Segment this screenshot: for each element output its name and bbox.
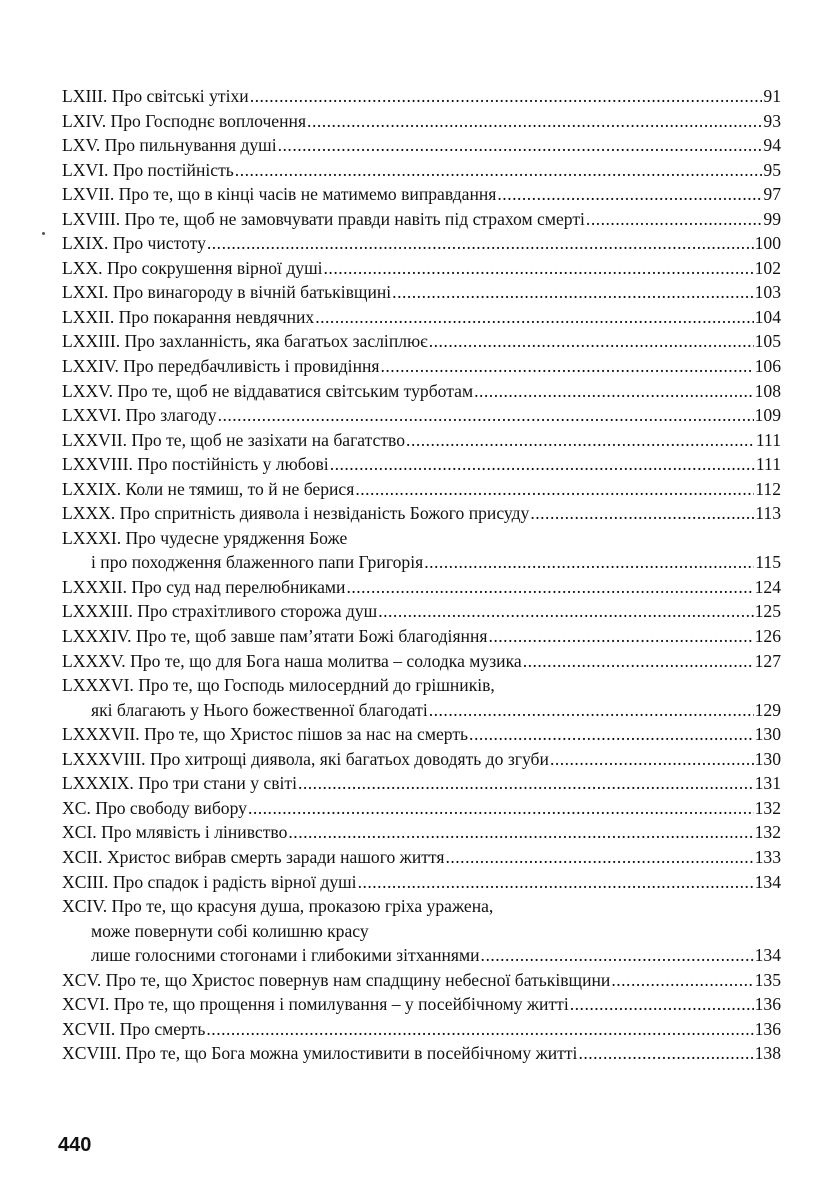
toc-entry-title: LXXXIX. Про три стани у світі <box>62 773 297 794</box>
toc-entry-title: LXXXV. Про те, що для Бога наша молитва – солодка музика <box>62 650 522 671</box>
dot-leader <box>570 992 754 1017</box>
toc-entry-line <box>62 354 781 379</box>
toc-entry-title: XCI. Про млявість і лінивство <box>62 822 288 843</box>
toc-entry-page: 126 <box>754 626 781 647</box>
toc-entry-page: 129 <box>754 699 781 720</box>
toc-entry <box>62 747 781 772</box>
toc-entry-title: може повернути собі колишню красу <box>91 920 369 941</box>
toc-entry-line <box>62 796 781 821</box>
toc-entry <box>62 992 781 1017</box>
toc-entry-page: 93 <box>763 110 781 131</box>
toc-entry-page: 130 <box>754 748 781 769</box>
toc-entry-title: XCVII. Про смерть <box>62 1018 206 1039</box>
toc-entry <box>62 477 781 502</box>
toc-entry <box>62 207 781 232</box>
toc-entry-title: LXXXIV. Про те, щоб завше пам’ятати Божі благодіяння <box>62 626 488 647</box>
toc-entry-title: які благають у Нього божественної благодаті <box>91 699 428 720</box>
toc-entry-title: LXXXVIII. Про хитрощі диявола, які багатьох доводять до згуби <box>62 748 549 769</box>
toc-entry-line <box>62 477 781 502</box>
toc-entry-title: і про походження блаженного папи Григорія <box>91 552 424 573</box>
toc-entry-page: 103 <box>754 282 781 303</box>
toc-entry-line <box>62 280 781 305</box>
toc-entry-page: 94 <box>763 135 781 156</box>
dot-leader <box>429 329 754 354</box>
toc-entry <box>62 820 781 845</box>
toc-entry <box>62 1017 781 1042</box>
toc-entry-title: LXXX. Про спритність диявола і незвіданість Божого присуду <box>62 503 530 524</box>
toc-entry-continuation <box>62 550 781 575</box>
toc-entry <box>62 575 781 600</box>
toc-entry-line <box>62 379 781 404</box>
toc-entry-line <box>62 501 781 526</box>
toc-entry <box>62 403 781 428</box>
dot-leader <box>235 158 763 183</box>
toc-entry-page: 113 <box>755 503 781 524</box>
toc-entry <box>62 109 781 134</box>
toc-entry-page: 127 <box>754 650 781 671</box>
toc-entry-page: 105 <box>754 331 781 352</box>
toc-entry-title: XCIII. Про спадок і радість вірної душі <box>62 871 357 892</box>
toc-entry-page: 115 <box>755 552 781 573</box>
toc-entry-line <box>62 305 781 330</box>
toc-entry-line <box>62 649 781 674</box>
toc-entry <box>62 231 781 256</box>
toc-entry-page: 130 <box>754 724 781 745</box>
dot-leader <box>250 84 763 109</box>
toc-entry <box>62 845 781 870</box>
toc-entry-page: 131 <box>754 773 781 794</box>
toc-entry <box>62 1041 781 1066</box>
toc-entry-line <box>62 231 781 256</box>
dot-leader <box>424 550 754 575</box>
toc-entry-title: LXXVI. Про злагоду <box>62 405 217 426</box>
toc-entry-line <box>62 599 781 624</box>
dot-leader <box>248 796 754 821</box>
toc-entry-title: LXXXVII. Про те, що Христос пішов за нас на смерть <box>62 724 469 745</box>
toc-entry-title: LXXXIII. Про страхітливого сторожа душ <box>62 601 378 622</box>
toc-entry-title: LXXII. Про покарання невдячних <box>62 306 315 327</box>
dot-leader <box>497 182 762 207</box>
toc-entry-line <box>62 1017 781 1042</box>
dot-leader <box>324 256 754 281</box>
toc-entry-line <box>62 329 781 354</box>
toc-entry-title: LXXXI. Про чудесне урядження Боже <box>62 527 348 548</box>
toc-entry-page: 132 <box>754 797 781 818</box>
toc-entry-page: 111 <box>755 454 781 475</box>
toc-entry <box>62 673 781 722</box>
dot-leader <box>381 354 754 379</box>
dot-leader <box>315 305 753 330</box>
toc-entry-page: 125 <box>754 601 781 622</box>
toc-entry-page: 97 <box>763 184 781 205</box>
toc-entry-line <box>62 771 781 796</box>
toc-entry <box>62 428 781 453</box>
dot-leader <box>611 968 753 993</box>
toc-entry <box>62 526 781 575</box>
toc-entry-title: LXX. Про сокрушення вірної душі <box>62 257 323 278</box>
toc-entry <box>62 796 781 821</box>
toc-entry-page: 133 <box>754 846 781 867</box>
scan-speck <box>42 232 45 235</box>
dot-leader <box>550 747 754 772</box>
toc-entry-continuation <box>62 919 781 944</box>
toc-entry-line <box>62 526 781 551</box>
toc-entry <box>62 771 781 796</box>
toc-entry-title: лише голосними стогонами і глибокими зітханнями <box>91 945 480 966</box>
dot-leader <box>488 624 753 649</box>
toc-entry-line <box>62 84 781 109</box>
toc-entry-line <box>62 894 781 919</box>
toc-entry-page: 102 <box>754 257 781 278</box>
toc-entry-page: 134 <box>754 945 781 966</box>
toc-entry-line <box>62 673 781 698</box>
dot-leader <box>218 403 754 428</box>
toc-entry <box>62 722 781 747</box>
toc-entry-page: 136 <box>754 1018 781 1039</box>
dot-leader <box>406 428 755 453</box>
dot-leader <box>429 698 754 723</box>
dot-leader <box>469 722 754 747</box>
toc-entry-title: XCVI. Про те, що прощення і помилування – у посейбічному житті <box>62 994 569 1015</box>
toc-entry-page: 104 <box>754 306 781 327</box>
toc-entry-page: 99 <box>763 208 781 229</box>
dot-leader <box>355 477 754 502</box>
toc-entry-line <box>62 1041 781 1066</box>
toc-entry-line <box>62 575 781 600</box>
toc-entry-continuation <box>62 943 781 968</box>
toc-entry-title: LXV. Про пильнування душі <box>62 135 277 156</box>
dot-leader <box>481 943 754 968</box>
toc-entry-line <box>62 452 781 477</box>
toc-entry-line <box>62 158 781 183</box>
toc-entry-page: 95 <box>763 159 781 180</box>
toc-entry <box>62 133 781 158</box>
dot-leader <box>278 133 763 158</box>
toc-entry-page: 112 <box>755 478 781 499</box>
toc-entry <box>62 452 781 477</box>
toc-entry-line <box>62 403 781 428</box>
toc-entry <box>62 599 781 624</box>
table-of-contents <box>62 84 781 1066</box>
page-number: 440 <box>58 1134 92 1156</box>
toc-entry-title: LXXXVI. Про те, що Господь милосердний до грішників, <box>62 675 495 696</box>
toc-entry-title: LXIV. Про Господнє воплочення <box>62 110 307 131</box>
toc-entry-page: 106 <box>754 356 781 377</box>
toc-entry-line <box>62 256 781 281</box>
dot-leader <box>206 1017 753 1042</box>
dot-leader <box>578 1041 753 1066</box>
toc-entry-title: LXXV. Про те, щоб не віддаватися світським турботам <box>62 380 474 401</box>
toc-entry-title: LXXIV. Про передбачливість і провидіння <box>62 356 380 377</box>
toc-entry <box>62 649 781 674</box>
toc-entry <box>62 624 781 649</box>
toc-entry-page: 138 <box>754 1043 781 1064</box>
toc-entry-page: 111 <box>755 429 781 450</box>
toc-entry-title: LXIX. Про чистоту <box>62 233 206 254</box>
toc-entry-line <box>62 722 781 747</box>
toc-entry-line <box>62 109 781 134</box>
toc-entry <box>62 501 781 526</box>
toc-entry-continuation <box>62 698 781 723</box>
toc-entry-title: LXVII. Про те, що в кінці часів не матимемо виправдання <box>62 184 497 205</box>
toc-entry-title: XC. Про свободу вибору <box>62 797 247 818</box>
toc-entry-title: LXXI. Про винагороду в вічній батьківщині <box>62 282 392 303</box>
toc-entry <box>62 894 781 968</box>
toc-entry-line <box>62 870 781 895</box>
toc-entry-line <box>62 747 781 772</box>
toc-entry <box>62 968 781 993</box>
toc-entry-title: LXXIX. Коли не тямиш, то й не берися <box>62 478 355 499</box>
dot-leader <box>523 649 754 674</box>
dot-leader <box>207 231 754 256</box>
toc-entry-line <box>62 992 781 1017</box>
dot-leader <box>358 870 754 895</box>
toc-entry-page: 109 <box>754 405 781 426</box>
toc-entry-line <box>62 182 781 207</box>
toc-entry <box>62 305 781 330</box>
toc-entry-title: LXVIII. Про те, щоб не замовчувати правди навіть під страхом смерті <box>62 208 585 229</box>
dot-leader <box>586 207 762 232</box>
dot-leader <box>530 501 754 526</box>
toc-entry-title: XCV. Про те, що Христос повернув нам спадщину небесної батьківщини <box>62 969 611 990</box>
toc-entry-line <box>62 845 781 870</box>
toc-entry <box>62 354 781 379</box>
toc-entry-line <box>62 428 781 453</box>
toc-entry-title: LXIII. Про світські утіхи <box>62 86 249 106</box>
toc-entry-title: LXVI. Про постійність <box>62 159 234 180</box>
toc-entry-page: 134 <box>754 871 781 892</box>
toc-entry-page: 91 <box>763 86 781 106</box>
toc-entry <box>62 256 781 281</box>
dot-leader <box>288 820 753 845</box>
toc-entry-page: 132 <box>754 822 781 843</box>
toc-entry-title: LXXVIII. Про постійність у любові <box>62 454 329 475</box>
toc-entry-line <box>62 133 781 158</box>
toc-entry-line <box>62 207 781 232</box>
toc-entry-title: LXXXII. Про суд над перелюбниками <box>62 576 346 597</box>
toc-entry-title: XCII. Христос вибрав смерть заради нашого життя <box>62 846 445 867</box>
toc-entry-line <box>62 820 781 845</box>
toc-entry <box>62 182 781 207</box>
toc-entry-title: XCIV. Про те, що красуня душа, проказою гріха уражена, <box>62 896 494 917</box>
toc-entry <box>62 84 781 109</box>
toc-entry-page: 124 <box>754 576 781 597</box>
toc-entry <box>62 870 781 895</box>
toc-entry <box>62 158 781 183</box>
toc-entry-page: 136 <box>754 994 781 1015</box>
dot-leader <box>392 280 753 305</box>
dot-leader <box>445 845 753 870</box>
toc-entry-title: LXXVII. Про те, щоб не зазіхати на багатство <box>62 429 406 450</box>
toc-entry-page: 135 <box>754 969 781 990</box>
toc-entry-line <box>62 624 781 649</box>
dot-leader <box>378 599 753 624</box>
toc-entry-title: XCVIII. Про те, що Бога можна умилостивити в посейбічному житті <box>62 1043 578 1064</box>
toc-entry-line <box>62 968 781 993</box>
dot-leader <box>307 109 762 134</box>
toc-entry <box>62 329 781 354</box>
dot-leader <box>298 771 754 796</box>
dot-leader <box>346 575 753 600</box>
dot-leader <box>330 452 755 477</box>
toc-entry-page: 108 <box>754 380 781 401</box>
toc-entry-page: 100 <box>754 233 781 254</box>
toc-entry <box>62 379 781 404</box>
toc-entry <box>62 280 781 305</box>
toc-entry-title: LXXIII. Про захланність, яка багатьох засліплює <box>62 331 428 352</box>
dot-leader <box>474 379 754 404</box>
